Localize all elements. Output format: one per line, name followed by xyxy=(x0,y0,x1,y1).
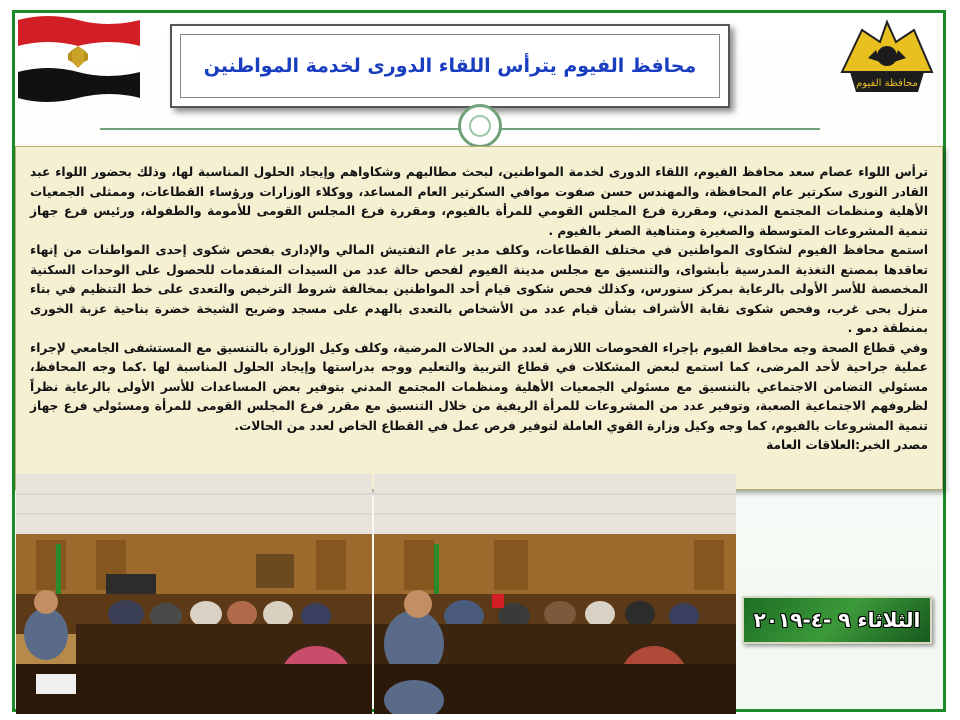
meeting-photo-left xyxy=(16,474,372,714)
date-text: الثلاثاء ٩ -٤-٢٠١٩ xyxy=(753,608,921,632)
page-title: محافظ الفيوم يترأس اللقاء الدورى لخدمة المواطنين xyxy=(203,55,697,77)
title-inner-frame xyxy=(180,34,720,98)
article-source: مصدر الخبر:العلاقات العامة xyxy=(766,438,928,452)
article-text-box xyxy=(15,146,943,490)
decorative-circle-inner xyxy=(469,115,491,137)
article-paragraph-2: استمع محافظ الفيوم لشكاوى المواطنين في مختلف القطاعات، وكلف مدير عام التفتيش المالي والإدارى بفحص شكوى إحدى المواطنات من إنهاء تعاقدها بمصنع التغذية المدرسية بأبشواى، والتنسيق مع مجلس مدينة الفيوم لفحص حالة عدد من السيدات المتقدمات للحصول على الوحدات السكنية المخصصة للأسر الأولى بالرعاية بمركز سنورس، وكذلك فحص شكوى قيام أحد المواطنين بمخالفة شروط الترخيص والتعدى على خط التنظيم في بناء منزل بحى غرب، وفحص شكوى نقابة الأشراف بشأن قيام عدد من الأشخاص بالتعدى بالهدم على مسجد وضريح الشيخة خضرة بناحية عزبة الخورى بمنطقة دمو . xyxy=(30,243,928,335)
egypt-flag-icon xyxy=(14,10,144,102)
meeting-photo-right xyxy=(374,474,736,714)
logo-text: محافظة الفيوم xyxy=(856,78,918,89)
date-badge xyxy=(742,596,932,644)
article-paragraph-1: ترأس اللواء عصام سعد محافظ الفيوم، اللقاء الدورى لخدمة المواطنين، لبحث مطالبهم وشكاواهم وإيجاد الحلول المناسبة لها، وذلك بحضور اللواء عبد القادر النورى سكرتير عام المحافظة، والمهندس حسن صفوت موافي السكرتير العام المساعد، ووكلاء الوزارات ورؤساء القطاعات، وممثلى الجمعيات الأهلية ومنظمات المجتمع المدني، ومقررة فرع المجلس القومي للمرأة بالفيوم، ومقررة فرع المجلس القومى للأمومة والطفولة، ورئيس فرع جهاز تنمية المشروعات المتوسطة والصغيرة ومتناهية الصغر بالفيوم . xyxy=(30,165,928,238)
article-paragraph-3: وفي قطاع الصحة وجه محافظ الفيوم بإجراء الفحوصات اللازمة لعدد من الحالات المرضية، وكلف وكيل الوزارة بالتنسيق مع المستشفى الجامعي لإجراء عملية جراحية لأحد المرضى، كما استمع لبعض المشكلات في قطاع التربية والتعليم ووجه بدراستها وإيجاد الحلول المناسبة لها .كما وجه المحافظ، مسئولي التضامن الاجتماعي بالتنسيق مع مسئولي الجمعيات الأهلية ومنظمات المجتمع المدني بتوفير بعض المساعدات للأسر الأولى بالرعاية نظراً لظروفهم الاجتماعية الصعبة، وتوفير عدد من المشروعات للمرأة الريفية من خلال التنسيق مع مقرر فرع المجلس القومى للمرأة ومسئولي فرع جهاز تنمية المشروعات بالفيوم، كما وجه وكيل وزارة القوي العاملة لتوفير فرص عمل في القطاع الخاص لعدد من الحالات. xyxy=(30,340,928,433)
title-box xyxy=(170,24,730,108)
fayoum-governorate-logo xyxy=(832,12,942,102)
decorative-circle xyxy=(458,104,502,148)
